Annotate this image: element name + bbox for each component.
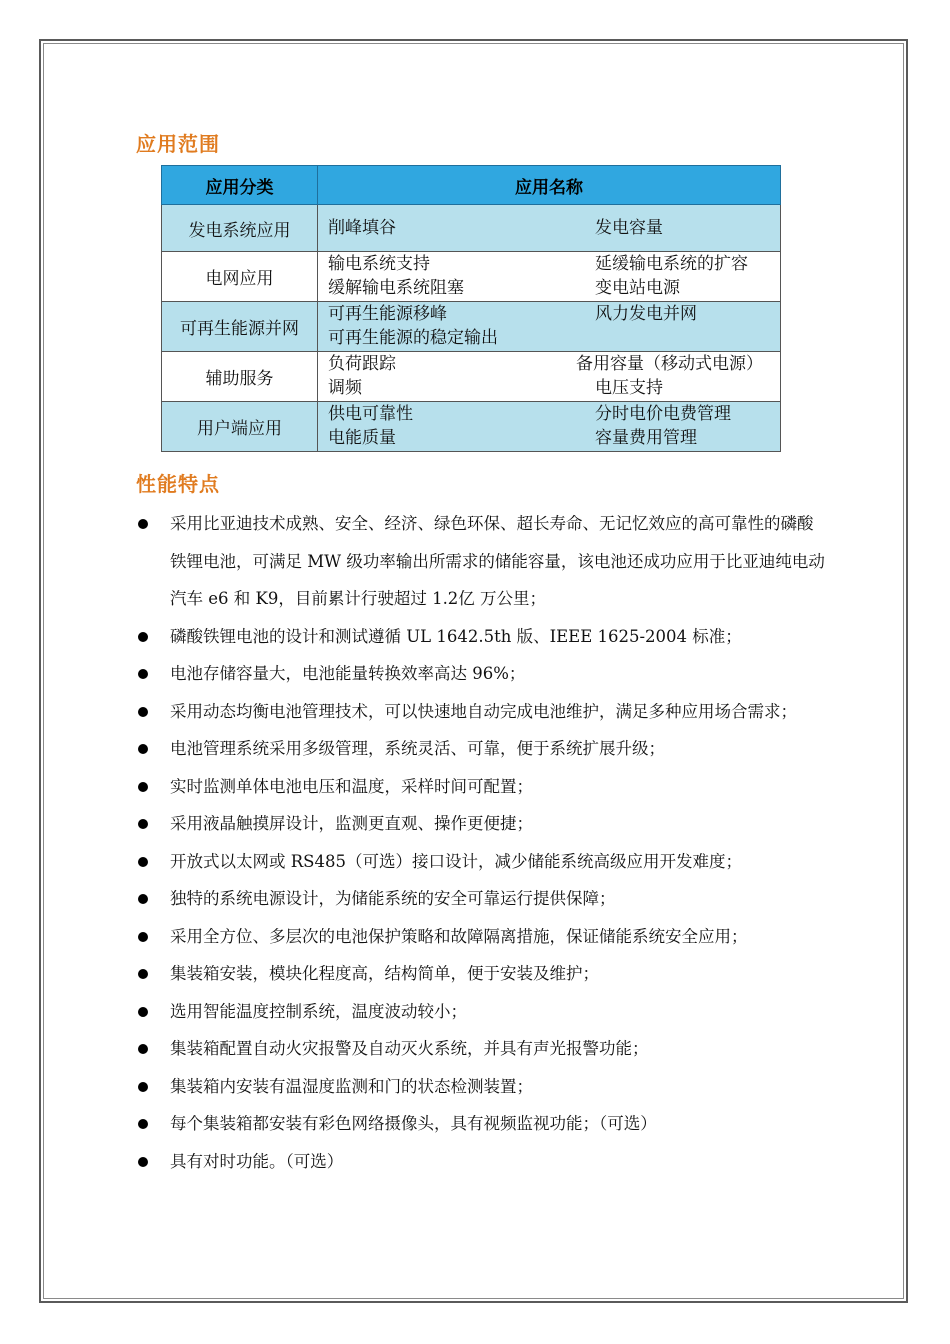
- feature-text: 电池管理系统采用多级管理，系统灵活、可靠，便于系统扩展升级；: [170, 739, 665, 758]
- table-row: [162, 252, 781, 302]
- app-name: 容量费用管理: [595, 428, 697, 448]
- feature-text: 具有对时功能。（可选）: [170, 1151, 344, 1171]
- feature-item: [136, 618, 826, 656]
- feature-text: 采用全方位、多层次的电池保护策略和故障隔离措施，保证储能系统安全应用；: [170, 926, 748, 946]
- bullet-icon: [138, 707, 148, 717]
- header-names: 应用名称: [318, 166, 781, 205]
- bullet-icon: [138, 669, 148, 679]
- feature-item: [136, 805, 826, 843]
- feature-item: [136, 1030, 826, 1068]
- app-name: 变电站电源: [595, 278, 680, 298]
- app-name: 削峰填谷: [328, 218, 396, 238]
- feature-item: [136, 505, 826, 618]
- feature-item: [136, 1068, 826, 1106]
- bullet-icon: [138, 932, 148, 942]
- category-cell: 辅助服务: [162, 352, 318, 402]
- bullet-icon: [138, 632, 148, 642]
- app-name: 调频: [328, 378, 362, 398]
- bullet-icon: [138, 519, 148, 529]
- section-title-applications: 应用范围: [136, 132, 220, 156]
- feature-item: [136, 1143, 826, 1181]
- app-name: 备用容量（移动式电源）: [576, 354, 763, 374]
- table-row: [162, 352, 781, 402]
- table-row: [162, 205, 781, 252]
- names-cell: [318, 205, 781, 252]
- feature-text: 采用液晶触摸屏设计，监测更直观、操作更便捷；: [170, 814, 533, 833]
- bullet-icon: [138, 1082, 148, 1092]
- feature-text: 集装箱内安装有温湿度监测和门的状态检测装置；: [170, 1076, 533, 1096]
- feature-item: [136, 880, 826, 918]
- feature-text: 独特的系统电源设计，为储能系统的安全可靠运行提供保障；: [170, 889, 616, 908]
- feature-item: [136, 655, 826, 693]
- applications-table: [161, 165, 781, 452]
- category-cell: 发电系统应用: [162, 205, 318, 252]
- features-list: [136, 505, 826, 1180]
- table-row: [162, 402, 781, 452]
- names-cell: [318, 402, 781, 452]
- bullet-icon: [138, 744, 148, 754]
- feature-text: 每个集装箱都安装有彩色网络摄像头，具有视频监视功能；（可选）: [170, 1114, 657, 1133]
- app-name: 电压支持: [595, 378, 663, 398]
- app-name: 延缓输电系统的扩容: [595, 254, 748, 274]
- bullet-icon: [138, 1119, 148, 1129]
- feature-text: 开放式以太网或 RS485（可选）接口设计，减少储能系统高级应用开发难度；: [170, 851, 742, 871]
- app-name: 供电可靠性: [328, 404, 413, 424]
- bullet-icon: [138, 1007, 148, 1017]
- app-name: 可再生能源移峰: [328, 304, 447, 324]
- section-title-features: 性能特点: [136, 472, 220, 496]
- feature-text: 采用比亚迪技术成熟、安全、经济、绿色环保、超长寿命、无记忆效应的高可靠性的磷酸铁锂电池，可满足 MW 级功率输出所需求的储能容量，该电池还成功应用于比亚迪纯电动汽车 e6 和 K9，目前累计行驶超过 1.2亿 万公里；: [170, 514, 825, 608]
- feature-text: 采用动态均衡电池管理技术，可以快速地自动完成电池维护，满足多种应用场合需求；: [170, 701, 797, 721]
- table-header-row: [162, 166, 781, 205]
- feature-item: [136, 955, 826, 993]
- app-name: 电能质量: [328, 428, 396, 448]
- feature-text: 集装箱安装，模块化程度高，结构简单，便于安装及维护；: [170, 964, 599, 983]
- table-row: [162, 302, 781, 352]
- feature-item: [136, 768, 826, 806]
- feature-item: [136, 918, 826, 956]
- feature-item: [136, 993, 826, 1031]
- feature-text: 电池存储容量大，电池能量转换效率高达 96%；: [170, 664, 526, 683]
- feature-item: [136, 730, 826, 768]
- feature-text: 实时监测单体电池电压和温度，采样时间可配置；: [170, 776, 533, 796]
- app-name: 风力发电并网: [595, 304, 697, 324]
- bullet-icon: [138, 969, 148, 979]
- app-name: 输电系统支持: [328, 254, 430, 274]
- bullet-icon: [138, 857, 148, 867]
- app-name: 缓解输电系统阻塞: [328, 278, 464, 298]
- app-name: 分时电价电费管理: [595, 404, 731, 424]
- bullet-icon: [138, 1044, 148, 1054]
- category-cell: 可再生能源并网: [162, 302, 318, 352]
- app-name: 可再生能源的稳定输出: [328, 328, 498, 348]
- feature-text: 集装箱配置自动火灾报警及自动灭火系统，并具有声光报警功能；: [170, 1039, 649, 1058]
- bullet-icon: [138, 1157, 148, 1167]
- bullet-icon: [138, 894, 148, 904]
- bullet-icon: [138, 819, 148, 829]
- feature-item: [136, 843, 826, 881]
- feature-item: [136, 1105, 826, 1143]
- header-category: 应用分类: [162, 166, 318, 205]
- bullet-icon: [138, 782, 148, 792]
- names-cell: [318, 302, 781, 352]
- category-cell: 用户端应用: [162, 402, 318, 452]
- feature-text: 选用智能温度控制系统，温度波动较小；: [170, 1001, 467, 1021]
- app-name: 负荷跟踪: [328, 354, 396, 374]
- feature-item: [136, 693, 826, 731]
- feature-text: 磷酸铁锂电池的设计和测试遵循 UL 1642.5th 版、IEEE 1625-2004 标准；: [170, 626, 742, 646]
- category-cell: 电网应用: [162, 252, 318, 302]
- names-cell: [318, 252, 781, 302]
- app-name: 发电容量: [595, 218, 663, 238]
- names-cell: [318, 352, 781, 402]
